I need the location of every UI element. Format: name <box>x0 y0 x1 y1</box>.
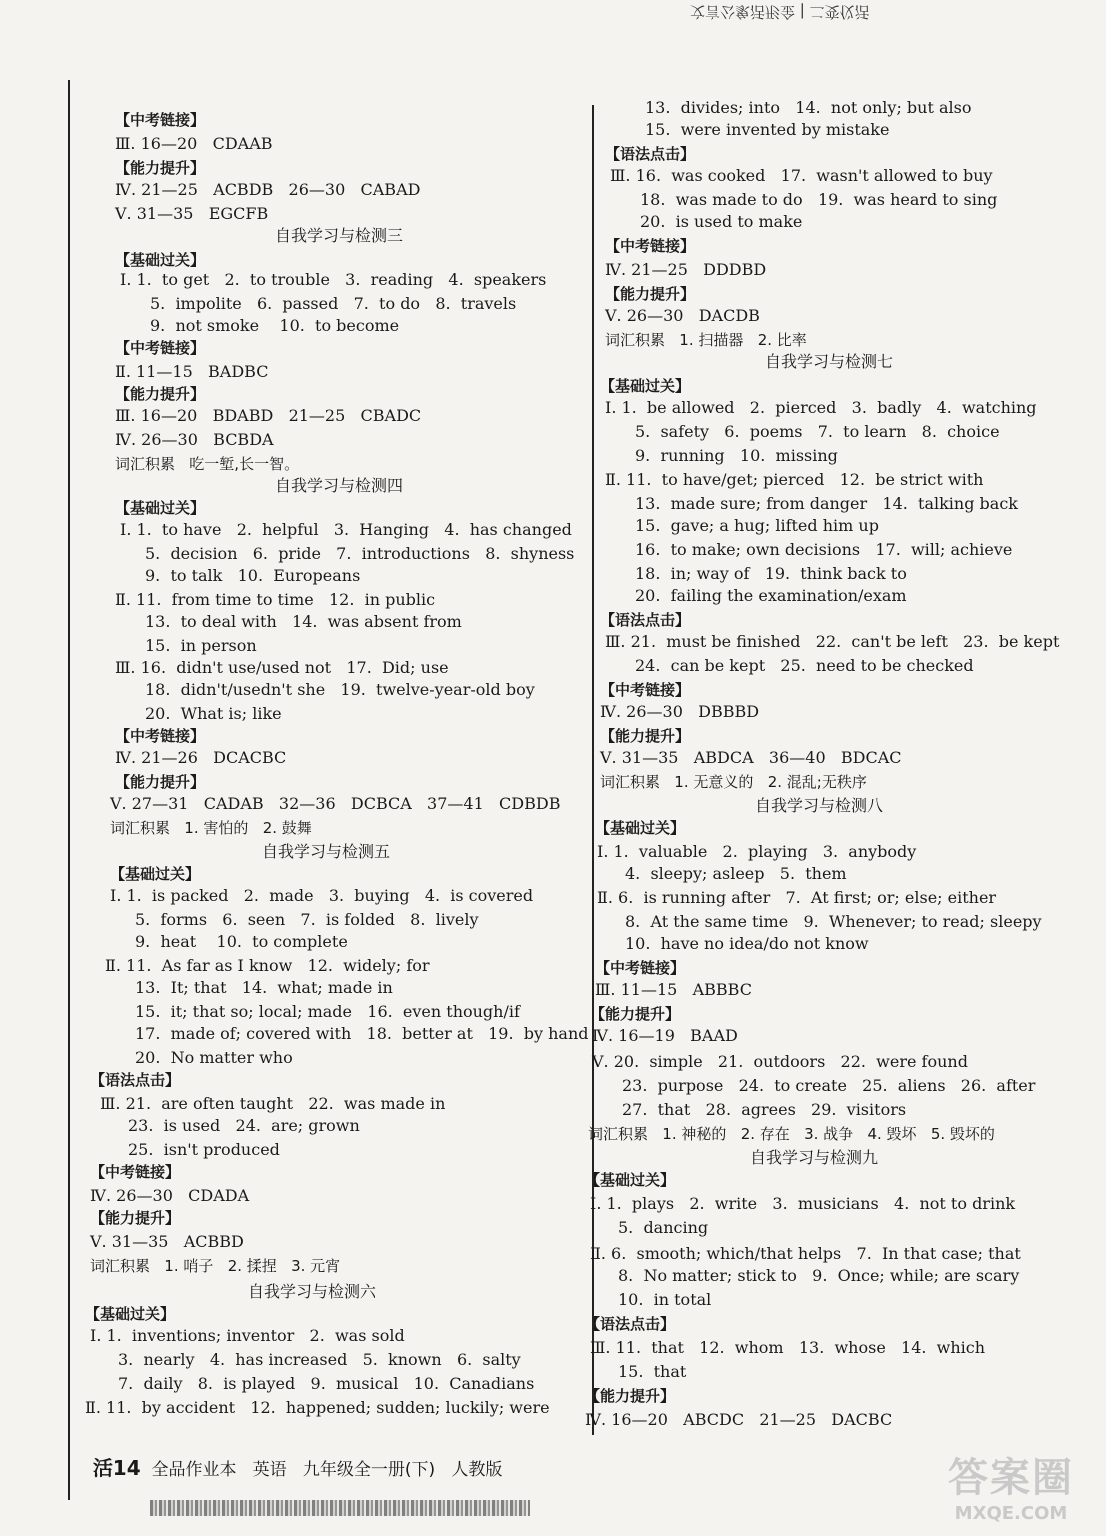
answer-line: Ⅲ. 11. that 12. whom 13. whose 14. which <box>590 1338 986 1357</box>
section-header: 【能力提升】 <box>605 285 696 303</box>
unit-title: 自我学习与检测三 <box>275 226 404 245</box>
section-header: 【基础过关】 <box>115 251 206 269</box>
answer-line: 9. to talk 10. Europeans <box>145 566 361 585</box>
unit-title: 自我学习与检测八 <box>755 796 884 815</box>
answer-line: Ⅴ. 27—31 CADAB 32—36 DCBCA 37—41 CDBDB <box>110 794 561 813</box>
answer-line: 18. in; way of 19. think back to <box>635 564 907 583</box>
answer-line: Ⅳ. 16—19 BAAD <box>592 1026 738 1045</box>
answer-line: 15. it; that so; local; made 16. even though/if <box>135 1002 520 1021</box>
section-header: 【语法点击】 <box>600 611 691 629</box>
section-header: 【能力提升】 <box>115 159 206 177</box>
answer-line: 5. forms 6. seen 7. is folded 8. lively <box>135 910 479 929</box>
answer-line: 13. made sure; from danger 14. talking back <box>635 494 1018 513</box>
section-header: 【能力提升】 <box>90 1209 181 1227</box>
section-header: 【基础过关】 <box>85 1305 176 1323</box>
section-header: 【能力提升】 <box>600 727 691 745</box>
answer-line: Ⅱ. 11. from time to time 12. in public <box>115 590 436 609</box>
section-header: 【中考链接】 <box>600 681 691 699</box>
answer-line: Ⅱ. 6. smooth; which/that helps 7. In that case; that <box>590 1244 1021 1263</box>
answer-line: Ⅰ. 1. be allowed 2. pierced 3. badly 4. watching <box>605 398 1037 417</box>
column-divider <box>592 105 594 1435</box>
answer-line: Ⅲ. 21. are often taught 22. was made in <box>100 1094 446 1113</box>
answer-line: Ⅳ. 26—30 DBBBD <box>600 702 760 721</box>
page-number: 活14 <box>92 1456 141 1480</box>
answer-line: 18. didn't/usedn't she 19. twelve-year-old boy <box>145 680 535 699</box>
answer-line: 24. can be kept 25. need to be checked <box>635 656 974 675</box>
answer-line: Ⅱ. 11—15 BADBC <box>115 362 269 381</box>
answer-line: Ⅰ. 1. inventions; inventor 2. was sold <box>90 1326 405 1345</box>
section-header: 【语法点击】 <box>585 1315 676 1333</box>
answer-line: Ⅳ. 26—30 BCBDA <box>115 430 274 449</box>
answer-line: 15. that <box>618 1362 687 1381</box>
section-header: 【中考链接】 <box>595 959 686 977</box>
answer-line: 5. impolite 6. passed 7. to do 8. travels <box>150 294 517 313</box>
vocab-line: 词汇积累 1. 哨子 2. 揉捏 3. 元宵 <box>90 1257 341 1275</box>
section-header: 【能力提升】 <box>590 1005 681 1023</box>
section-header: 【基础过关】 <box>595 819 686 837</box>
answer-line: 9. not smoke 10. to become <box>150 316 400 335</box>
answer-line: 18. was made to do 19. was heard to sing <box>640 190 998 209</box>
watermark-url: MXQE.COM <box>954 1503 1068 1524</box>
answer-line: 27. that 28. agrees 29. visitors <box>622 1100 907 1119</box>
answer-line: 9. heat 10. to complete <box>135 932 348 951</box>
answer-line: 5. decision 6. pride 7. introductions 8. shyness <box>145 544 575 563</box>
answer-line: Ⅴ. 31—35 ACBBD <box>90 1232 244 1251</box>
watermark-text: 答案圈 <box>948 1455 1074 1501</box>
answer-line: Ⅴ. 31—35 EGCFB <box>115 204 269 223</box>
section-header: 【中考链接】 <box>90 1163 181 1181</box>
answer-line: 5. safety 6. poems 7. to learn 8. choice <box>635 422 1000 441</box>
unit-title: 自我学习与检测七 <box>765 352 894 371</box>
answer-line: Ⅰ. 1. to have 2. helpful 3. Hanging 4. has changed <box>120 520 572 539</box>
section-header: 【基础过关】 <box>115 499 206 517</box>
section-header: 【能力提升】 <box>115 385 206 403</box>
answer-line: 15. in person <box>145 636 257 655</box>
answer-line: Ⅲ. 16. was cooked 17. wasn't allowed to buy <box>610 166 993 185</box>
section-header: 【中考链接】 <box>115 727 206 745</box>
answer-line: Ⅳ. 21—26 DCACBC <box>115 748 287 767</box>
answer-line: Ⅰ. 1. to get 2. to trouble 3. reading 4. speakers <box>120 270 547 289</box>
answer-line: 13. to deal with 14. was absent from <box>145 612 462 631</box>
answer-line: Ⅳ. 16—20 ABCDC 21—25 DACBC <box>585 1410 893 1429</box>
vocab-line: 词汇积累 1. 神秘的 2. 存在 3. 战争 4. 毁坏 5. 毁坏的 <box>588 1125 995 1143</box>
page-footer <box>82 1432 502 1481</box>
mirrored-header: 文言公象活形金 | 二变仪活 <box>690 3 870 21</box>
answer-line: Ⅱ. 11. As far as I know 12. widely; for <box>105 956 430 975</box>
section-header: 【语法点击】 <box>605 145 696 163</box>
answer-line: Ⅳ. 26—30 CDADA <box>90 1186 250 1205</box>
book-title: 全品作业本 英语 九年级全一册(下) 人教版 <box>151 1460 503 1480</box>
left-margin-rule <box>68 80 70 1500</box>
answer-line: Ⅰ. 1. plays 2. write 3. musicians 4. not to drink <box>590 1194 1016 1213</box>
answer-line: 5. dancing <box>618 1218 709 1237</box>
answer-line: 7. daily 8. is played 9. musical 10. Canadians <box>118 1374 535 1393</box>
answer-line: 8. At the same time 9. Whenever; to read; sleepy <box>625 912 1042 931</box>
answer-line: 23. is used 24. are; grown <box>128 1116 360 1135</box>
section-header: 【基础过关】 <box>585 1171 676 1189</box>
vocab-line: 词汇积累 1. 害怕的 2. 鼓舞 <box>110 819 312 837</box>
vocab-line: 词汇积累 1. 无意义的 2. 混乱;无秩序 <box>600 773 867 791</box>
answer-line: Ⅱ. 11. to have/get; pierced 12. be strict with <box>605 470 984 489</box>
section-header: 【中考链接】 <box>115 339 206 357</box>
answer-line: 9. running 10. missing <box>635 446 838 465</box>
answer-line: Ⅲ. 11—15 ABBBC <box>595 980 752 999</box>
answer-line: 15. gave; a hug; lifted him up <box>635 516 879 535</box>
unit-title: 自我学习与检测五 <box>262 842 391 861</box>
answer-line: 20. failing the examination/exam <box>635 586 907 605</box>
answer-line: 17. made of; covered with 18. better at 19. by hand <box>135 1024 589 1043</box>
answer-line: 25. isn't produced <box>128 1140 280 1159</box>
unit-title: 自我学习与检测九 <box>750 1148 879 1167</box>
answer-line: 3. nearly 4. has increased 5. known 6. salty <box>118 1350 521 1369</box>
unit-title: 自我学习与检测六 <box>248 1282 377 1301</box>
unit-title: 自我学习与检测四 <box>275 476 404 495</box>
answer-line: Ⅳ. 21—25 ACBDB 26—30 CABAD <box>115 180 421 199</box>
answer-line: Ⅴ. 26—30 DACDB <box>605 306 760 325</box>
answer-line: 16. to make; own decisions 17. will; achieve <box>635 540 1013 559</box>
section-header: 【基础过关】 <box>110 865 201 883</box>
section-header: 【语法点击】 <box>90 1071 181 1089</box>
vocab-line: 词汇积累 1. 扫描器 2. 比率 <box>605 331 807 349</box>
watermark-logo <box>936 1446 1086 1526</box>
answer-line: Ⅱ. 11. by accident 12. happened; sudden; luckily; were <box>85 1398 550 1417</box>
scan-barcode-strip <box>150 1500 530 1516</box>
section-header: 【能力提升】 <box>585 1387 676 1405</box>
answer-line: 15. were invented by mistake <box>645 120 890 139</box>
answer-line: 23. purpose 24. to create 25. aliens 26. after <box>622 1076 1036 1095</box>
answer-line: 13. It; that 14. what; made in <box>135 978 393 997</box>
answer-line: Ⅲ. 16. didn't use/used not 17. Did; use <box>115 658 449 677</box>
answer-line: 10. in total <box>618 1290 712 1309</box>
answer-line: 20. What is; like <box>145 704 282 723</box>
vocab-line: 词汇积累 吃一堑,长一智。 <box>115 455 300 473</box>
section-header: 【中考链接】 <box>605 237 696 255</box>
answer-line: Ⅴ. 20. simple 21. outdoors 22. were found <box>592 1052 968 1071</box>
section-header: 【能力提升】 <box>115 773 206 791</box>
answer-line: 20. No matter who <box>135 1048 293 1067</box>
section-header: 【中考链接】 <box>115 111 206 129</box>
answer-line: Ⅲ. 21. must be finished 22. can't be left 23. be kept <box>605 632 1060 651</box>
answer-line: Ⅲ. 16—20 BDABD 21—25 CBADC <box>115 406 422 425</box>
answer-line: 8. No matter; stick to 9. Once; while; are scary <box>618 1266 1020 1285</box>
answer-line: Ⅳ. 21—25 DDDBD <box>605 260 767 279</box>
answer-line: Ⅴ. 31—35 ABDCA 36—40 BDCAC <box>600 748 902 767</box>
answer-line: 20. is used to make <box>640 212 803 231</box>
answer-line: Ⅰ. 1. valuable 2. playing 3. anybody <box>597 842 917 861</box>
section-header: 【基础过关】 <box>600 377 691 395</box>
answer-line: Ⅱ. 6. is running after 7. At first; or; else; either <box>597 888 997 907</box>
answer-line: 10. have no idea/do not know <box>625 934 869 953</box>
answer-line: 4. sleepy; asleep 5. them <box>625 864 847 883</box>
answer-line: Ⅲ. 16—20 CDAAB <box>115 134 273 153</box>
answer-line: Ⅰ. 1. is packed 2. made 3. buying 4. is covered <box>110 886 534 905</box>
answer-line: 13. divides; into 14. not only; but also <box>645 98 972 117</box>
